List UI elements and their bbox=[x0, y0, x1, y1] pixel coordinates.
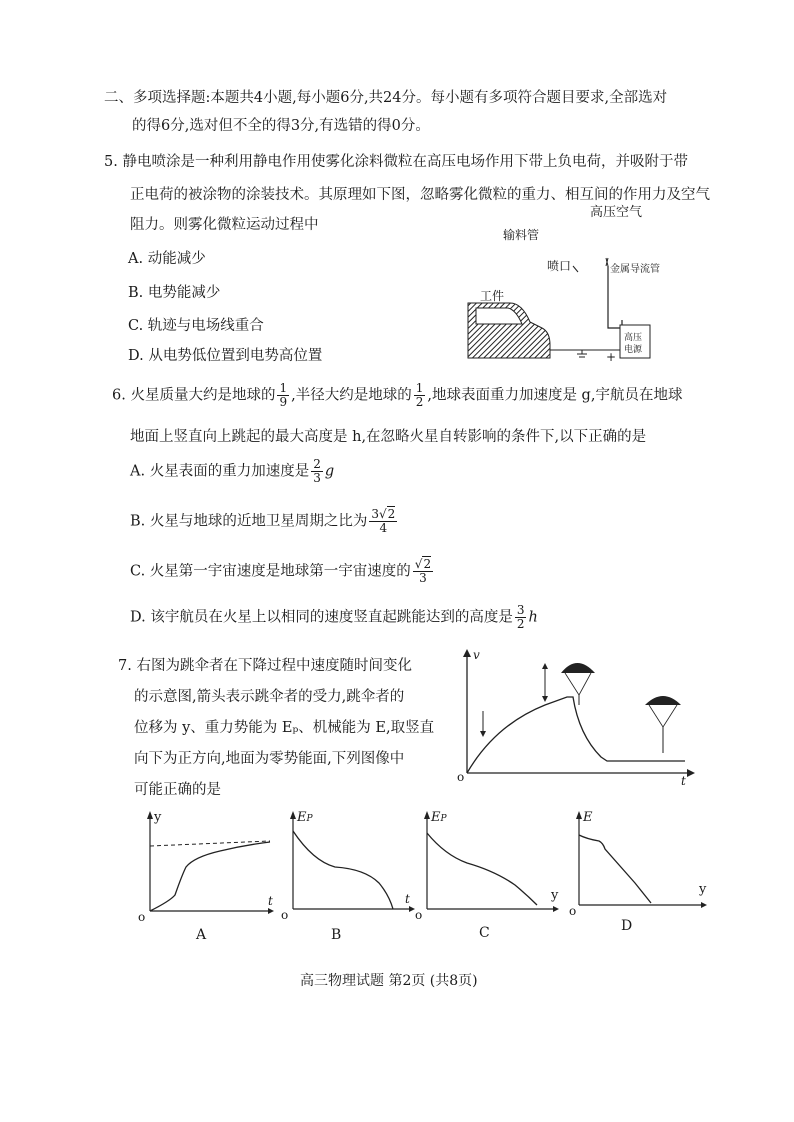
q7-graph-a[interactable] bbox=[130, 805, 280, 940]
origin-label: o bbox=[569, 904, 577, 918]
q6-line1: 6. 火星质量大约是地球的 $\frac{1}{9}$ ,半径大约是地球的 $\frac{1}{2}$ ,地球表面重力加速度是 g,宇航员在地球 bbox=[112, 381, 683, 409]
origin-label: o bbox=[457, 770, 465, 784]
q7-velocity-time-graph bbox=[455, 645, 695, 785]
label-high-pressure-air: 高压空气 bbox=[590, 205, 643, 220]
velocity-curve bbox=[467, 697, 685, 773]
section-title-line2: 的得6分,选对但不全的得3分,有选错的得0分。 bbox=[132, 118, 430, 134]
q6-line2: 地面上竖直向上跳起的最大高度是 h,在忽略火星自转影响的条件下,以下正确的是 bbox=[130, 429, 647, 445]
label-metal-guide-pipe: 金属导流管 bbox=[610, 264, 660, 275]
q5-option-d[interactable]: D. 从电势低位置到电势高位置 bbox=[128, 348, 323, 364]
curve-c bbox=[427, 833, 537, 905]
q6-option-b[interactable]: B. 火星与地球的近地卫星周期之比为 $\frac{3√2}{4}$ bbox=[130, 507, 396, 535]
q7-graph-b[interactable] bbox=[275, 805, 425, 940]
q7-line4: 向下为正方向,地面为零势能面,下列图像中 bbox=[134, 751, 405, 767]
q7-line1: 7. 右图为跳伞者在下降过程中速度随时间变化 bbox=[118, 658, 412, 674]
q7-line5: 可能正确的是 bbox=[134, 782, 221, 798]
option-label-c: C bbox=[479, 925, 490, 940]
label-workpiece: 工件 bbox=[480, 289, 505, 303]
axis-label-y: y bbox=[551, 888, 559, 903]
q7-line2: 的示意图,箭头表示跳伞者的受力,跳伞者的 bbox=[134, 689, 405, 705]
axis-label-t: t bbox=[405, 892, 410, 906]
asymptote-dashed bbox=[150, 841, 270, 846]
origin-label: o bbox=[415, 908, 423, 922]
curve-d bbox=[579, 835, 651, 903]
q5-line1: 5. 静电喷涂是一种利用静电作用使雾化涂料微粒在高压电场作用下带上负电荷，并吸附于带 bbox=[104, 154, 688, 170]
label-power-2: 电源 bbox=[624, 345, 643, 355]
option-label-b: B bbox=[331, 927, 342, 940]
label-feed-pipe: 输料管 bbox=[503, 228, 540, 242]
q5-option-c[interactable]: C. 轨迹与电场线重合 bbox=[128, 318, 264, 334]
nozzle-mark bbox=[573, 266, 578, 272]
q5-option-b[interactable]: B. 电势能减少 bbox=[128, 285, 221, 301]
q6-option-c[interactable]: C. 火星第一宇宙速度是地球第一宇宙速度的 $\frac{√2}{3}$ bbox=[130, 557, 432, 585]
q5-option-a[interactable]: A. 动能减少 bbox=[128, 251, 206, 267]
q5-spray-diagram bbox=[460, 200, 660, 365]
q6-option-a[interactable]: A. 火星表面的重力加速度是 $\frac{2}{3}$ g bbox=[130, 457, 335, 485]
section-title-line1: 二、多项选择题:本题共4小题,每小题6分,共24分。每小题有多项符合题目要求,全部选对 bbox=[104, 90, 668, 106]
axis-label-y: y bbox=[154, 810, 162, 825]
q7-line3: 位移为 y、重力势能为 Eₚ、机械能为 E,取竖直 bbox=[134, 720, 435, 736]
axis-label-ep: EP bbox=[297, 810, 313, 825]
parachute-icon-1 bbox=[561, 663, 595, 673]
label-power-1: 高压 bbox=[624, 333, 643, 343]
label-nozzle: 喷口 bbox=[547, 259, 572, 273]
axis-label-v: v bbox=[473, 648, 480, 662]
label-plus: + bbox=[606, 350, 617, 364]
q6-option-d[interactable]: D. 该宇航员在火星上以相同的速度竖直起跳能达到的高度是 $\frac{3}{2}$ h bbox=[130, 603, 538, 631]
axis-label-e: E bbox=[583, 810, 593, 825]
q5-line3: 阻力。则雾化微粒运动过程中 bbox=[130, 217, 319, 233]
q7-graph-d[interactable] bbox=[565, 805, 715, 940]
origin-label: o bbox=[281, 908, 289, 922]
parachute-icon-2 bbox=[645, 696, 681, 705]
axis-label-t: t bbox=[681, 774, 686, 785]
option-label-d: D bbox=[621, 918, 633, 934]
curve-b bbox=[293, 831, 393, 909]
origin-label: o bbox=[138, 910, 146, 924]
axis-label-t: t bbox=[268, 894, 273, 908]
axis-label-ep: EP bbox=[431, 810, 447, 825]
axis-label-y: y bbox=[699, 882, 707, 897]
metal-guide-pipe bbox=[608, 266, 620, 328]
q7-graph-c[interactable] bbox=[415, 805, 570, 940]
page-footer: 高三物理试题 第2页 (共8页) bbox=[300, 973, 478, 989]
option-label-a: A bbox=[196, 927, 207, 940]
curve-a bbox=[150, 842, 270, 911]
q5-line2: 正电荷的被涂物的涂装技术。其原理如下图，忽略雾化微粒的重力、相互间的作用力及空气 bbox=[130, 187, 710, 203]
